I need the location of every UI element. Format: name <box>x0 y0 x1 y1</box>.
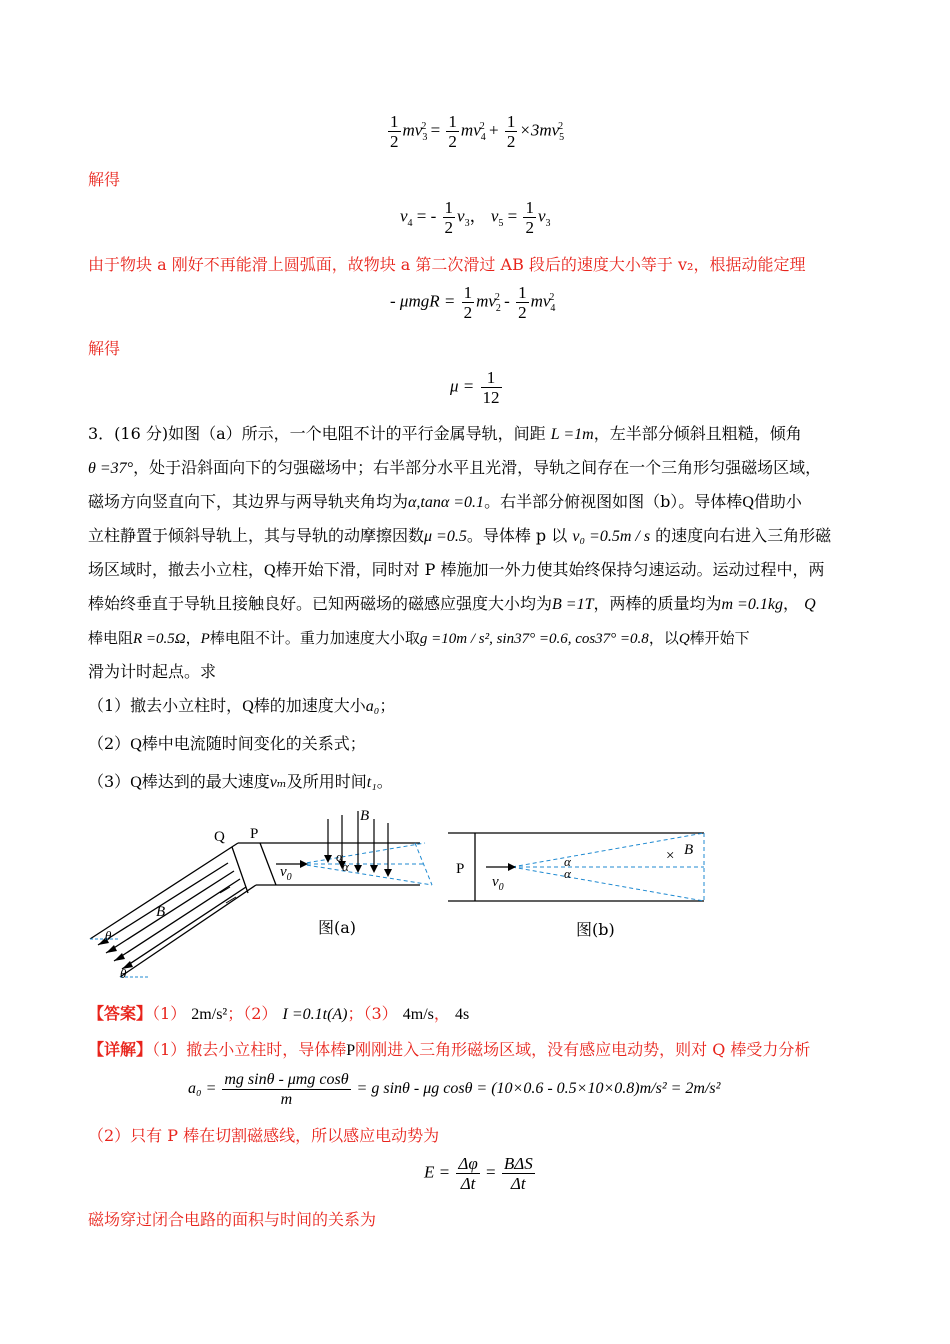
problem-line-6: 棒始终垂直于导轨且接触良好。已知两磁场的磁感应强度大小均为B =1T，两棒的质量均为m =0.1kg， Q <box>88 594 816 613</box>
label-alpha: α <box>564 854 571 869</box>
rod-q <box>232 847 248 893</box>
answer-line: 【答案】（1） 2m/s²；（2） I =0.1t(A)；（3） 4m/s， 4s <box>88 1004 470 1023</box>
equation-velocities: $v_4$ = - $\frac{1}{2}$ $v_3$， $v_5$ = $\frac{1}{2}$ $v_3$ <box>400 198 551 237</box>
paragraph-work-energy: 由于物块 a 刚好不再能滑上圆弧面，故物块 a 第二次滑过 AB 段后的速度大小等于 v₂，根据动能定理 <box>88 255 806 274</box>
rod-p <box>260 843 276 885</box>
question-3: （3）Q棒达到的最大速度vₘ及所用时间t₁。 <box>88 772 393 791</box>
label-alpha: α <box>336 849 343 864</box>
label-p: P <box>250 826 259 842</box>
label-cross: × <box>666 848 675 864</box>
equation-mu: μ = $\frac{1}{12}$ <box>450 368 500 407</box>
detail-line-2: （2）只有 P 棒在切割磁感线，所以感应电动势为 <box>88 1126 440 1145</box>
problem-line-1: 3．(16 分)如图（a）所示，一个电阻不计的平行金属导轨，间距 L =1m，左半部分倾斜且粗糙，倾角 <box>88 424 802 443</box>
question-1: （1）撤去小立柱时，Q棒的加速度大小a₀； <box>88 696 396 715</box>
equation-emf: E = $\frac{\Delta\varphi}{\Delta t}$ = $\frac{\text{BΔS}}{\Delta t}$ <box>424 1154 533 1193</box>
problem-line-5: 场区域时，撤去小立柱，Q棒开始下滑，同时对 P 棒施加一外力使其始终保持匀速运动。运动过程中，两 <box>88 560 825 579</box>
label-b: B <box>360 808 370 824</box>
problem-line-8: 滑为计时起点。求 <box>88 662 217 681</box>
label-v0: $v_0$ <box>280 864 292 883</box>
figure-a <box>90 843 420 977</box>
label-p: P <box>456 861 465 877</box>
label-q: Q <box>214 829 225 845</box>
problem-line-2: θ =37°，处于沿斜面向下的匀强磁场中；右半部分水平且光滑，导轨之间存在一个三角形匀强磁场区域， <box>88 458 822 477</box>
label-alpha: α <box>564 866 571 881</box>
label-v0: $v_0$ <box>492 874 504 893</box>
equation-energy: $\frac{1}{2}$ $mv_3^2$ = $\frac{1}{2}$ $mv_4^2$ + $\frac{1}{2}$ $\times 3mv_5^2$ <box>390 112 565 151</box>
label-theta: θ <box>120 966 127 981</box>
question-2: （2）Q棒中电流随时间变化的关系式； <box>88 734 366 753</box>
label-theta: θ <box>105 928 112 943</box>
figure-b-caption: 图(b) <box>576 920 615 939</box>
detail-line-1: 【详解】（1）撤去小立柱时，导体棒P刚刚进入三角形磁场区域，没有感应电动势，则对 Q 棒受力分析 <box>88 1040 811 1059</box>
solve-label: 解得 <box>88 170 121 189</box>
detail-line-3: 磁场穿过闭合电路的面积与时间的关系为 <box>88 1210 377 1229</box>
equation-friction: - μmgR = $\frac{1}{2}$ $mv_2^2$ - $\frac{1}{2}$ $mv_4^2$ <box>390 283 556 322</box>
equation-a0: a₀ = $\frac{\text{mg sinθ - μmg cosθ}}{m}$ = g sinθ - μg cosθ = (10×0.6 - 0.5×10×0.8)m/s² = 2m/s² <box>188 1071 721 1108</box>
label-alpha: α <box>342 859 349 874</box>
problem-line-7: 棒电阻R =0.5Ω，P棒电阻不计。重力加速度大小取g =10m / s², sin37° =0.6, cos37° =0.8，以Q棒开始下 <box>88 629 750 647</box>
figure-diagram <box>80 805 720 990</box>
problem-line-3: 磁场方向竖直向下，其边界与两导轨夹角均为α,tanα =0.1。右半部分俯视图如图（b）。导体棒Q借助小 <box>88 492 802 511</box>
problem-line-4: 立柱静置于倾斜导轨上，其与导轨的动摩擦因数μ =0.5。导体棒 p 以 v₀ =0.5m / s 的速度向右进入三角形磁 <box>88 526 832 545</box>
label-b: B <box>684 842 694 858</box>
figure-a-caption: 图(a) <box>318 918 357 937</box>
label-b: B <box>156 904 166 920</box>
solve-label: 解得 <box>88 339 121 358</box>
